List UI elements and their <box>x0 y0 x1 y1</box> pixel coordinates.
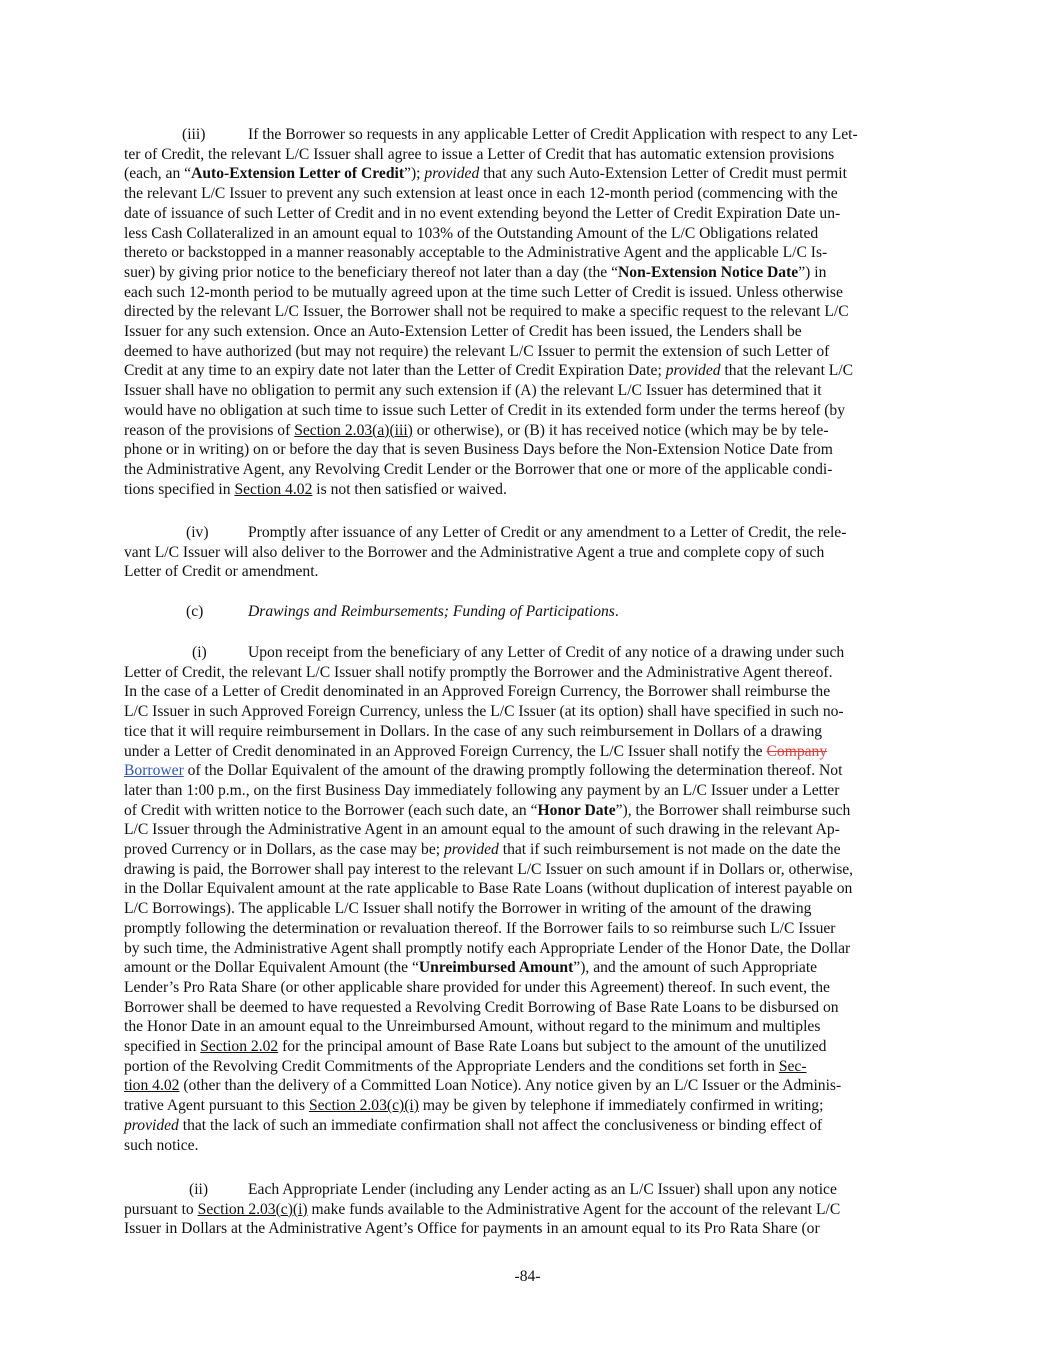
emphasis: provided <box>124 1116 179 1134</box>
text-line: promptly following the determination or revaluation thereof. If the Borrower fails to so reimburse such L/C Issuer <box>124 919 836 937</box>
inserted-text: Borrower <box>124 762 184 780</box>
section-reference: Section 2.03(c)(i) <box>197 1200 308 1218</box>
text-line: L/C Issuer in such Approved Foreign Currency, unless the L/C Issuer (at its option) shall have specified in such no- <box>124 703 844 721</box>
text-line: deemed to have authorized (but may not require) the relevant L/C Issuer to permit the extension of such Letter of <box>124 342 830 360</box>
text-line: such notice. <box>124 1136 199 1154</box>
text-line: tice that it will require reimbursement in Dollars. In the case of any such reimbursement in Dollars of a drawing <box>124 722 823 740</box>
text-line: vant L/C Issuer will also deliver to the Borrower and the Administrative Agent a true and complete copy of such <box>124 543 825 561</box>
defined-term: Unreimbursed Amount <box>418 959 574 977</box>
text-line: would have no obligation at such time to issue such Letter of Credit in its extended form under the terms hereof (by <box>124 401 846 419</box>
paragraph-label: (ii) <box>189 1181 209 1198</box>
text-line: ter of Credit, the relevant L/C Issuer shall agree to issue a Letter of Credit that has automatic extension provisions <box>124 145 835 163</box>
paragraph-label: (c) <box>186 603 204 620</box>
paragraph-label: (iii) <box>182 126 206 143</box>
section-reference: Section 2.03(c)(i) <box>308 1097 419 1115</box>
section-reference: tion 4.02 <box>124 1077 180 1095</box>
section-reference: Section 2.02 <box>200 1038 279 1056</box>
text-line: Lender’s Pro Rata Share (or other applicable share provided for under this Agreement) thereof. In such event, the <box>124 978 830 996</box>
emphasis: provided <box>665 362 721 380</box>
text-line: Borrower shall be deemed to have requested a Revolving Credit Borrowing of Base Rate Loans to be disbursed on <box>124 998 839 1016</box>
paragraph-i: (i) Upon receipt from the beneficiary of any Letter of Credit of any notice of a drawing under such Letter of Credit, the relevant L/C Issuer shall notify promptly the Borrower and the Administrative Agent thereof. In the case of a Letter of Credit denominated in an Approved Foreign Currency, the Borrower shall reimburse the L/C Issuer in such Approved Foreign Currency, unless the L/C Issuer (at its option) shall have specified in such no- tice that it will require reimbursement in Dollars. In the case of any such reimbursement in Dollars of a drawing under a Letter of Credit denominated in an Approved Foreign Currency, the L/C Issuer shall notify the Company Borrower of the Dollar Equivalent of the amount of the drawing promptly following the determination thereof. Not later than 1:00 p.m., on the first Business Day immediately following any payment by an L/C Issuer under a Letter of Credit with written notice to the Borrower (each such date, an “Honor Date”), the Borrower shall reimburse such L/C Issuer through the Administrative Agent in an amount equal to the amount of such drawing in the relevant Ap- proved Currency or in Dollars, as the case may be; provided that if such reimbursement is not made on the date the drawing is paid, the Borrower shall pay interest to the relevant L/C Issuer on such amount if in Dollars or, otherwise, in the Dollar Equivalent amount at the rate applicable to Base Rate Loans (without duplication of interest payable on L/C Borrowings). The applicable L/C Issuer shall notify the Borrower in writing of the amount of the drawing promptly following the determination or revaluation thereof. If the Borrower fails to so reimburse such L/C Issuer by such time, the Administrative Agent shall promptly notify each Appropriate Lender of the Honor Date, the Dollar amount or the Dollar Equivalent Amount (the “Unreimbursed Amount”), and the amount of such Appropriate Lender’s Pro Rata Share (or other applicable share provided for under this Agreement) thereof. In such event, the Borrower shall be deemed to have requested a Revolving Credit Borrowing of Base Rate Loans to be disbursed on the Honor Date in an amount equal to the Unreimbursed Amount, without regard to the minimum and multiples specified in Section 2.02 for the principal amount of Base Rate Loans but subject to the amount of the unutilized portion of the Revolving Credit Commitments of the Appropriate Lenders and the conditions set forth in Sec- tion 4.02 (other than the delivery of a Committed Loan Notice). Any notice given by an L/C Issuer or the Adminis- trative Agent pursuant to this Section 2.03(c)(i) may be given by telephone if immediately confirmed in writing; provided that the lack of such an immediate confirmation shall not affect the conclusiveness or binding effect of such notice. <box>124 643 934 1155</box>
subsection-c-heading: (c) Drawings and Reimbursements; Funding of Participations. <box>186 603 619 620</box>
section-reference: Section 4.02 <box>234 480 313 498</box>
section-reference: Section 2.03(a)(iii) <box>294 421 413 439</box>
text-line: L/C Borrowings). The applicable L/C Issuer shall notify the Borrower in writing of the amount of the drawing <box>124 900 812 918</box>
paragraph-label: (iv) <box>186 524 209 541</box>
paragraph-ii: (ii) Each Appropriate Lender (including any Lender acting as an L/C Issuer) shall upon any notice pursuant to Section 2.03(c)(i) make funds available to the Administrative Agent for the account of the relevant L/C Issuer in Dollars at the Administrative Agent’s Office for payments in an amount equal to its Pro Rata Share (or <box>124 1180 934 1239</box>
text-line: In the case of a Letter of Credit denominated in an Approved Foreign Currency, the Borrower shall reimburse the <box>124 683 831 701</box>
text-line: Upon receipt from the beneficiary of any Letter of Credit of any notice of a drawing under such <box>248 644 845 661</box>
text-line: L/C Issuer through the Administrative Agent in an amount equal to the amount of such drawing in the relevant Ap- <box>124 821 840 839</box>
text-line: later than 1:00 p.m., on the first Business Day immediately following any payment by an L/C Issuer under a Letter <box>124 781 840 799</box>
text-line: Letter of Credit or amendment. <box>124 563 319 581</box>
text-line: Letter of Credit, the relevant L/C Issuer shall notify promptly the Borrower and the Administrative Agent thereof. <box>124 663 833 681</box>
text-line: Issuer in Dollars at the Administrative Agent’s Office for payments in an amount equal to its Pro Rata Share (or <box>124 1220 820 1238</box>
emphasis: provided <box>424 165 480 183</box>
text-line: date of issuance of such Letter of Credit and in no event extending beyond the Letter of Credit Expiration Date un- <box>124 204 841 222</box>
text-line: Issuer shall have no obligation to permit any such extension if (A) the relevant L/C Issuer has determined that it <box>124 382 822 400</box>
emphasis: provided <box>444 841 499 859</box>
text-line: Issuer for any such extension. Once an Auto-Extension Letter of Credit has been issued, the Lenders shall be <box>124 323 802 341</box>
text-line: the relevant L/C Issuer to prevent any such extension at least once in each 12-month period (commencing with the <box>124 185 838 203</box>
defined-term: Auto-Extension Letter of Credit <box>191 165 405 183</box>
text-line: Each Appropriate Lender (including any Lender acting as an L/C Issuer) shall upon any notice <box>248 1181 837 1198</box>
text-line: the Honor Date in an amount equal to the Unreimbursed Amount, without regard to the minimum and multiples <box>124 1018 821 1036</box>
defined-term: Honor Date <box>537 801 616 819</box>
section-reference: Sec- <box>778 1057 807 1075</box>
defined-term: Non-Extension Notice Date <box>618 263 799 281</box>
deleted-text: Company <box>766 742 828 760</box>
paragraph-iv <box>124 523 934 582</box>
text-line: the Administrative Agent, any Revolving Credit Lender or the Borrower that one or more of the applicable condi- <box>124 460 833 478</box>
paragraph-label: (i) <box>192 644 207 661</box>
page-number: -84- <box>514 1268 541 1285</box>
text-line: in the Dollar Equivalent amount at the rate applicable to Base Rate Loans (without duplication of interest payable on <box>124 880 853 898</box>
text-line: If the Borrower so requests in any applicable Letter of Credit Application with respect to any Let- <box>248 126 858 143</box>
section-heading: Drawings and Reimbursements; Funding of Participations <box>248 603 615 620</box>
text-line: by such time, the Administrative Agent shall promptly notify each Appropriate Lender of the Honor Date, the Dollar <box>124 939 851 957</box>
text-line: thereto or backstopped in a manner reasonably acceptable to the Administrative Agent and the applicable L/C Is- <box>124 244 828 262</box>
text-line: phone or in writing) on or before the day that is seven Business Days before the Non-Extension Notice Date from <box>124 441 833 459</box>
text-line: directed by the relevant L/C Issuer, the Borrower shall not be required to make a specific request to the relevant L/C <box>124 303 849 321</box>
paragraph-iii: (iii) If the Borrower so requests in any applicable Letter of Credit Application with respect to any Let- ter of Credit, the relevant L/C Issuer shall agree to issue a Letter of Credit that has automatic extension provisions (each, an “Auto-Extension Letter of Credit”); provided that any such Auto-Extension Letter of Credit must permit the relevant L/C Issuer to prevent any such extension at least once in each 12-month period (commencing with the date of issuance of such Letter of Credit and in no event extending beyond the Letter of Credit Expiration Date un- less Cash Collateralized in an amount equal to 103% of the Outstanding Amount of the L/C Obligations related thereto or backstopped in a manner reasonably acceptable to the Administrative Agent and the applicable L/C Is- suer) by giving prior notice to the beneficiary thereof not later than a day (the “Non-Extension Notice Date”) in each such 12-month period to be mutually agreed upon at the time such Letter of Credit is issued. Unless otherwise directed by the relevant L/C Issuer, the Borrower shall not be required to make a specific request to the relevant L/C Issuer for any such extension. Once an Auto-Extension Letter of Credit has been issued, the Lenders shall be deemed to have authorized (but may not require) the relevant L/C Issuer to permit the extension of such Letter of Credit at any time to an expiry date not later than the Letter of Credit Expiration Date; provided that the relevant L/C Issuer shall have no obligation to permit any such extension if (A) the relevant L/C Issuer has determined that it would have no obligation at such time to issue such Letter of Credit in its extended form under the terms hereof (by reason of the provisions of Section 2.03(a)(iii) or otherwise), or (B) it has received notice (which may be by tele- phone or in writing) on or before the day that is seven Business Days before the Non-Extension Notice Date from the Administrative Agent, any Revolving Credit Lender or the Borrower that one or more of the applicable condi- tions specified in Section 4.02 is not then satisfied or waived. <box>124 125 934 499</box>
text-line: each such 12-month period to be mutually agreed upon at the time such Letter of Credit is issued. Unless otherwise <box>124 283 843 301</box>
text-line: less Cash Collateralized in an amount equal to 103% of the Outstanding Amount of the L/C Obligations related <box>124 224 819 242</box>
text-line: Promptly after issuance of any Letter of Credit or any amendment to a Letter of Credit, the rele- <box>248 524 847 541</box>
text-line: drawing is paid, the Borrower shall pay interest to the relevant L/C Issuer on such amount if in Dollars or, otherwise, <box>124 860 854 878</box>
